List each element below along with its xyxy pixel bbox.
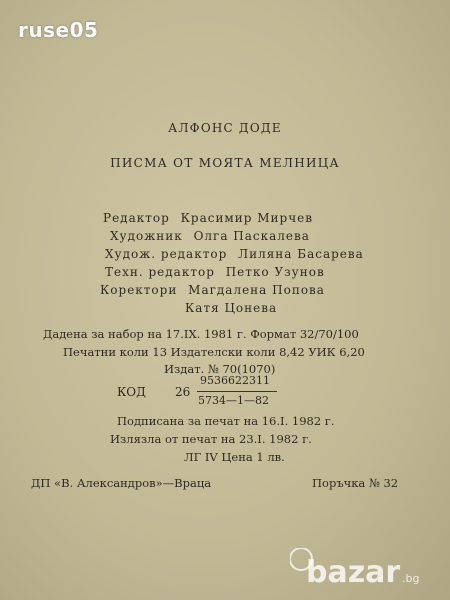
bazar-logo <box>290 548 440 592</box>
credit-editor <box>103 211 313 225</box>
order-number: Поръчка № 32 <box>312 476 399 490</box>
code-number: 26 <box>175 385 191 399</box>
logo-suffix: .bg <box>402 572 420 585</box>
logo-text: bazar <box>306 555 401 590</box>
signed-for-print: Подписана за печат на 16.I. 1982 г. <box>117 414 335 428</box>
publication-number: Издат. № 70(1070) <box>164 362 276 376</box>
printer-name: ДП «В. Александров»—Враца <box>31 476 212 490</box>
credit-tech-editor <box>105 265 325 279</box>
credit-role: Редактор <box>103 211 170 225</box>
credit-name: Красимир Мирчев <box>180 211 314 225</box>
typesetting-info: Дадена за набор на 17.IX. 1981 г. Формат 32/70/100 <box>43 327 359 341</box>
code-denominator: 5734—1—82 <box>198 394 269 407</box>
credit-art-editor <box>105 247 364 261</box>
book-title: ПИСМА ОТ МОЯТА МЕЛНИЦА <box>110 156 340 170</box>
credit-name: Магдалена Попова <box>188 283 325 297</box>
code-label: КОД <box>117 385 146 399</box>
credit-role: Техн. редактор <box>105 265 215 279</box>
sheets-info: Печатни коли 13 Издателски коли 8,42 УИК 6,20 <box>63 345 365 359</box>
price-info: ЛГ IV Цена 1 лв. <box>184 450 285 464</box>
credit-name: Катя Цонева <box>185 301 278 315</box>
credit-name: Петко Узунов <box>225 265 325 279</box>
credit-name: Лиляна Басарева <box>238 247 364 261</box>
code-fraction-line <box>197 391 277 392</box>
printed-date: Излязла от печат на 23.I. 1982 г. <box>110 432 312 446</box>
code-numerator: 9536622311 <box>200 374 270 387</box>
watermark-username: ruse05 <box>18 18 99 42</box>
credit-artist <box>110 229 310 243</box>
credit-proofreader-2 <box>185 301 277 315</box>
credit-proofreaders <box>100 283 325 297</box>
author-name: АЛФОНС ДОДЕ <box>168 121 282 135</box>
credit-role: Коректори <box>100 283 178 297</box>
credit-name: Олга Паскалева <box>193 229 310 243</box>
credit-role: Худож. редактор <box>105 247 228 261</box>
credit-role: Художник <box>110 229 183 243</box>
